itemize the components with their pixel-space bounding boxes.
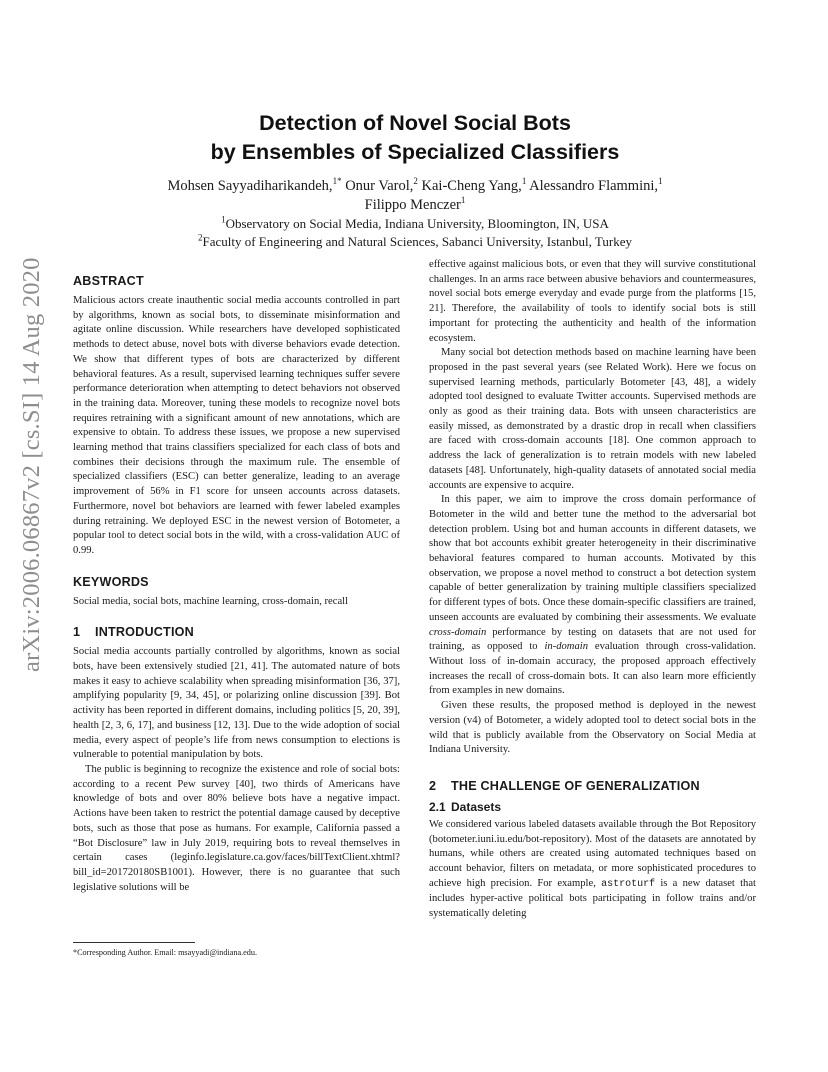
- subsection-number: 2.1: [429, 799, 446, 814]
- emphasis-cross-domain: cross-domain: [429, 626, 487, 638]
- author-affil-mark: 1: [658, 176, 663, 187]
- code-astroturf: astroturf: [601, 878, 656, 890]
- affiliation-1: [70, 215, 760, 233]
- affiliations: [70, 215, 760, 251]
- intro-paragraph-2: The public is beginning to recognize the existence and role of social bots: according to a recent Pew survey [40], two thirds of Americans have knowledge of bots and over 80% believe bots have a negative impact. Actions have been taken to restrict the potential damage caused by deceptive bots, such as those that pose as humans. For example, California passed a “Bot Disclosure” law in July 2019, requiring bots to reveal themselves in certain cases (leginfo.legislature.ca.gov/faces/billTextClient.xhtml?bill_id=201720180SB1001). However, there is no guarantee that such legislative solutions will be: [73, 763, 400, 893]
- author-name: Kai-Cheng Yang,: [417, 178, 522, 194]
- author-name: Filippo Menczer: [364, 197, 461, 213]
- paper-title: [70, 109, 760, 167]
- affil-mark: 1: [221, 214, 226, 225]
- intro-heading: [73, 624, 400, 640]
- author-affil-mark: 1: [521, 176, 527, 187]
- author-name: Mohsen Sayyadiharikandeh,: [167, 178, 333, 194]
- text-run: We considered various labeled datasets available through the Bot Repository (botometer.iuni.iu.edu/bot-repository). Most of the datasets are annotated by humans, while others are created using automated techniques based on account behavior, filters on metadata, or more sophisticated procedures to achieve high precision. For example,: [429, 818, 756, 889]
- author-affil-mark: 2: [413, 176, 418, 187]
- authors-line-1: [70, 177, 760, 196]
- text-run: performance by testing on datasets that are not used for training, as opposed to: [429, 626, 756, 653]
- author-name: Onur Varol,: [341, 178, 414, 194]
- subsection-2-1-heading: [429, 799, 756, 815]
- abstract-heading: ABSTRACT: [73, 274, 144, 288]
- affil-text: Observatory on Social Media, Indiana University, Bloomington, IN, USA: [225, 216, 609, 231]
- author-list: [70, 177, 760, 215]
- intro-paragraph-4: Many social bot detection methods based on machine learning have been proposed in the past several years (see Related Work). Here we focus on supervised learning methods, particularly Botometer [43, 48], a widely adopted tool designed to evaluate Twitter accounts. Supervised methods are only as good as their training data. Bots with unseen characteristics are easily missed, as demonstrated by a drastic drop in recall when classifiers are faced with cross-domain accounts [18]. One common approach to address the lack of generalization is to retrain models with new labeled datasets [48]. Unfortunately, high-quality datasets of annotated social media accounts are expensive to acquire.: [429, 347, 756, 491]
- datasets-paragraph: [429, 818, 756, 922]
- intro-paragraph-3: effective against malicious bots, or even that they will survive constitutional challenges. In an arms race between abusive behaviors and countermeasures, novel social bots emerge everyday and evade purge from the platforms [15, 21]. Therefore, the availability of tools to identify social bots is still important for protecting the authenticity and health of the information ecosystem.: [429, 259, 756, 344]
- section-number: 2: [429, 778, 437, 793]
- subsection-title: Datasets: [451, 799, 502, 814]
- title-line-2: by Ensembles of Specialized Classifiers: [210, 140, 620, 164]
- footnote: *Corresponding Author. Email: msayyadi@indiana.edu.: [73, 948, 257, 957]
- affil-text: Faculty of Engineering and Natural Sciences, Sabanci University, Istanbul, Turkey: [202, 234, 632, 249]
- intro-paragraph-5: [429, 493, 756, 699]
- keywords-text: Social media, social bots, machine learning, cross-domain, recall: [73, 595, 349, 607]
- abstract-text: Malicious actors create inauthentic social media accounts controlled in part by algorithms, known as social bots, to disseminate misinformation and agitate online discussion. While researchers have developed sophisticated methods to detect abuse, novel bots with diverse behaviors evade detection. We show that different types of bots are characterized by different behavioral features. As a result, supervised learning techniques suffer severe performance deterioration when attempting to detect behaviors not observed in the training data. Moreover, tuning these models to recognize novel bots requires retraining with a significant amount of new annotations, which are expensive to obtain. To address these issues, we propose a new supervised learning method that trains classifiers specialized for each class of bots and combines their decisions through the maximum rule. The ensemble of specialized classifiers (ESC) can better generalize, leading to an average improvement of 56% in F1 score for unseen accounts across datasets. Furthermore, novel bot behaviors are learned with fewer labeled examples during retraining. We deployed ESC in the newest version of Botometer, a popular tool to detect social bots in the wild, with a cross-validation AUC of 0.99.: [73, 295, 400, 556]
- author-affil-mark: 1*: [332, 176, 342, 187]
- section-title: INTRODUCTION: [95, 625, 194, 640]
- text-run: evaluation through cross-validation. Without loss of in-domain accuracy, the proposed approach effectively increases the recall of cross-domain bots. It can also learn more efficiently from examples in new domains.: [429, 641, 756, 697]
- section-title: THE CHALLENGE OF GENERALIZATION: [451, 778, 700, 793]
- right-column: [429, 258, 756, 922]
- intro-paragraph-6: Given these results, the proposed method is deployed in the newest version (v4) of Botometer, a widely adopted tool to detect social bots in the wild that is publicly available from the Observatory on Social Media at Indiana University.: [429, 700, 756, 756]
- affiliation-2: [70, 233, 760, 251]
- intro-paragraph-1: Social media accounts partially controlled by algorithms, known as social bots, have been extensively studied [21, 41]. The automated nature of bots makes it easy to achieve scalability when spreading misinformation [36, 37], amplifying popularity [9, 34, 45], or polarizing online discussion [39]. Bot activity has been reported in different domains, including politics [5, 20, 39], health [2, 3, 6, 17], and business [12, 13]. Due to the wide adoption of social media, every aspect of people’s life from news consumption to elections is vulnerable to potential manipulation by bots.: [73, 646, 400, 761]
- affil-mark: 2: [197, 232, 203, 243]
- footnote-rule: [73, 942, 195, 943]
- author-name: Alessandro Flammini,: [526, 178, 659, 194]
- arxiv-stamp: arXiv:2006.06867v2 [cs.SI] 14 Aug 2020: [18, 257, 45, 672]
- author-affil-mark: 1: [460, 195, 466, 206]
- emphasis-in-domain: in-domain: [544, 641, 588, 653]
- section-2-heading: [429, 778, 756, 794]
- text-run: In this paper, we aim to improve the cross domain performance of Botometer in the wild and better tune the method to the adversarial bot detection problem. Using bot and human accounts in different datasets, we show that bot accounts exhibit greater heterogeneity in their discriminative behavioral features compared to human accounts. Motivated by this observation, we propose a novel method to construct a bot detection system capable of better generalization by training multiple classifiers specialized for different types of bots. Once these domain-specific classifiers are trained, unseen accounts are evaluated by combining their assessments. We evaluate: [429, 494, 756, 623]
- section-number: 1: [73, 625, 81, 640]
- authors-line-2: [70, 196, 760, 215]
- text-run: is a new dataset that includes hyper-active political bots participating in follow trains and/or systematically deleting: [429, 877, 756, 920]
- keywords-heading: KEYWORDS: [73, 574, 149, 589]
- left-column: [73, 258, 400, 895]
- title-line-1: Detection of Novel Social Bots: [259, 111, 571, 135]
